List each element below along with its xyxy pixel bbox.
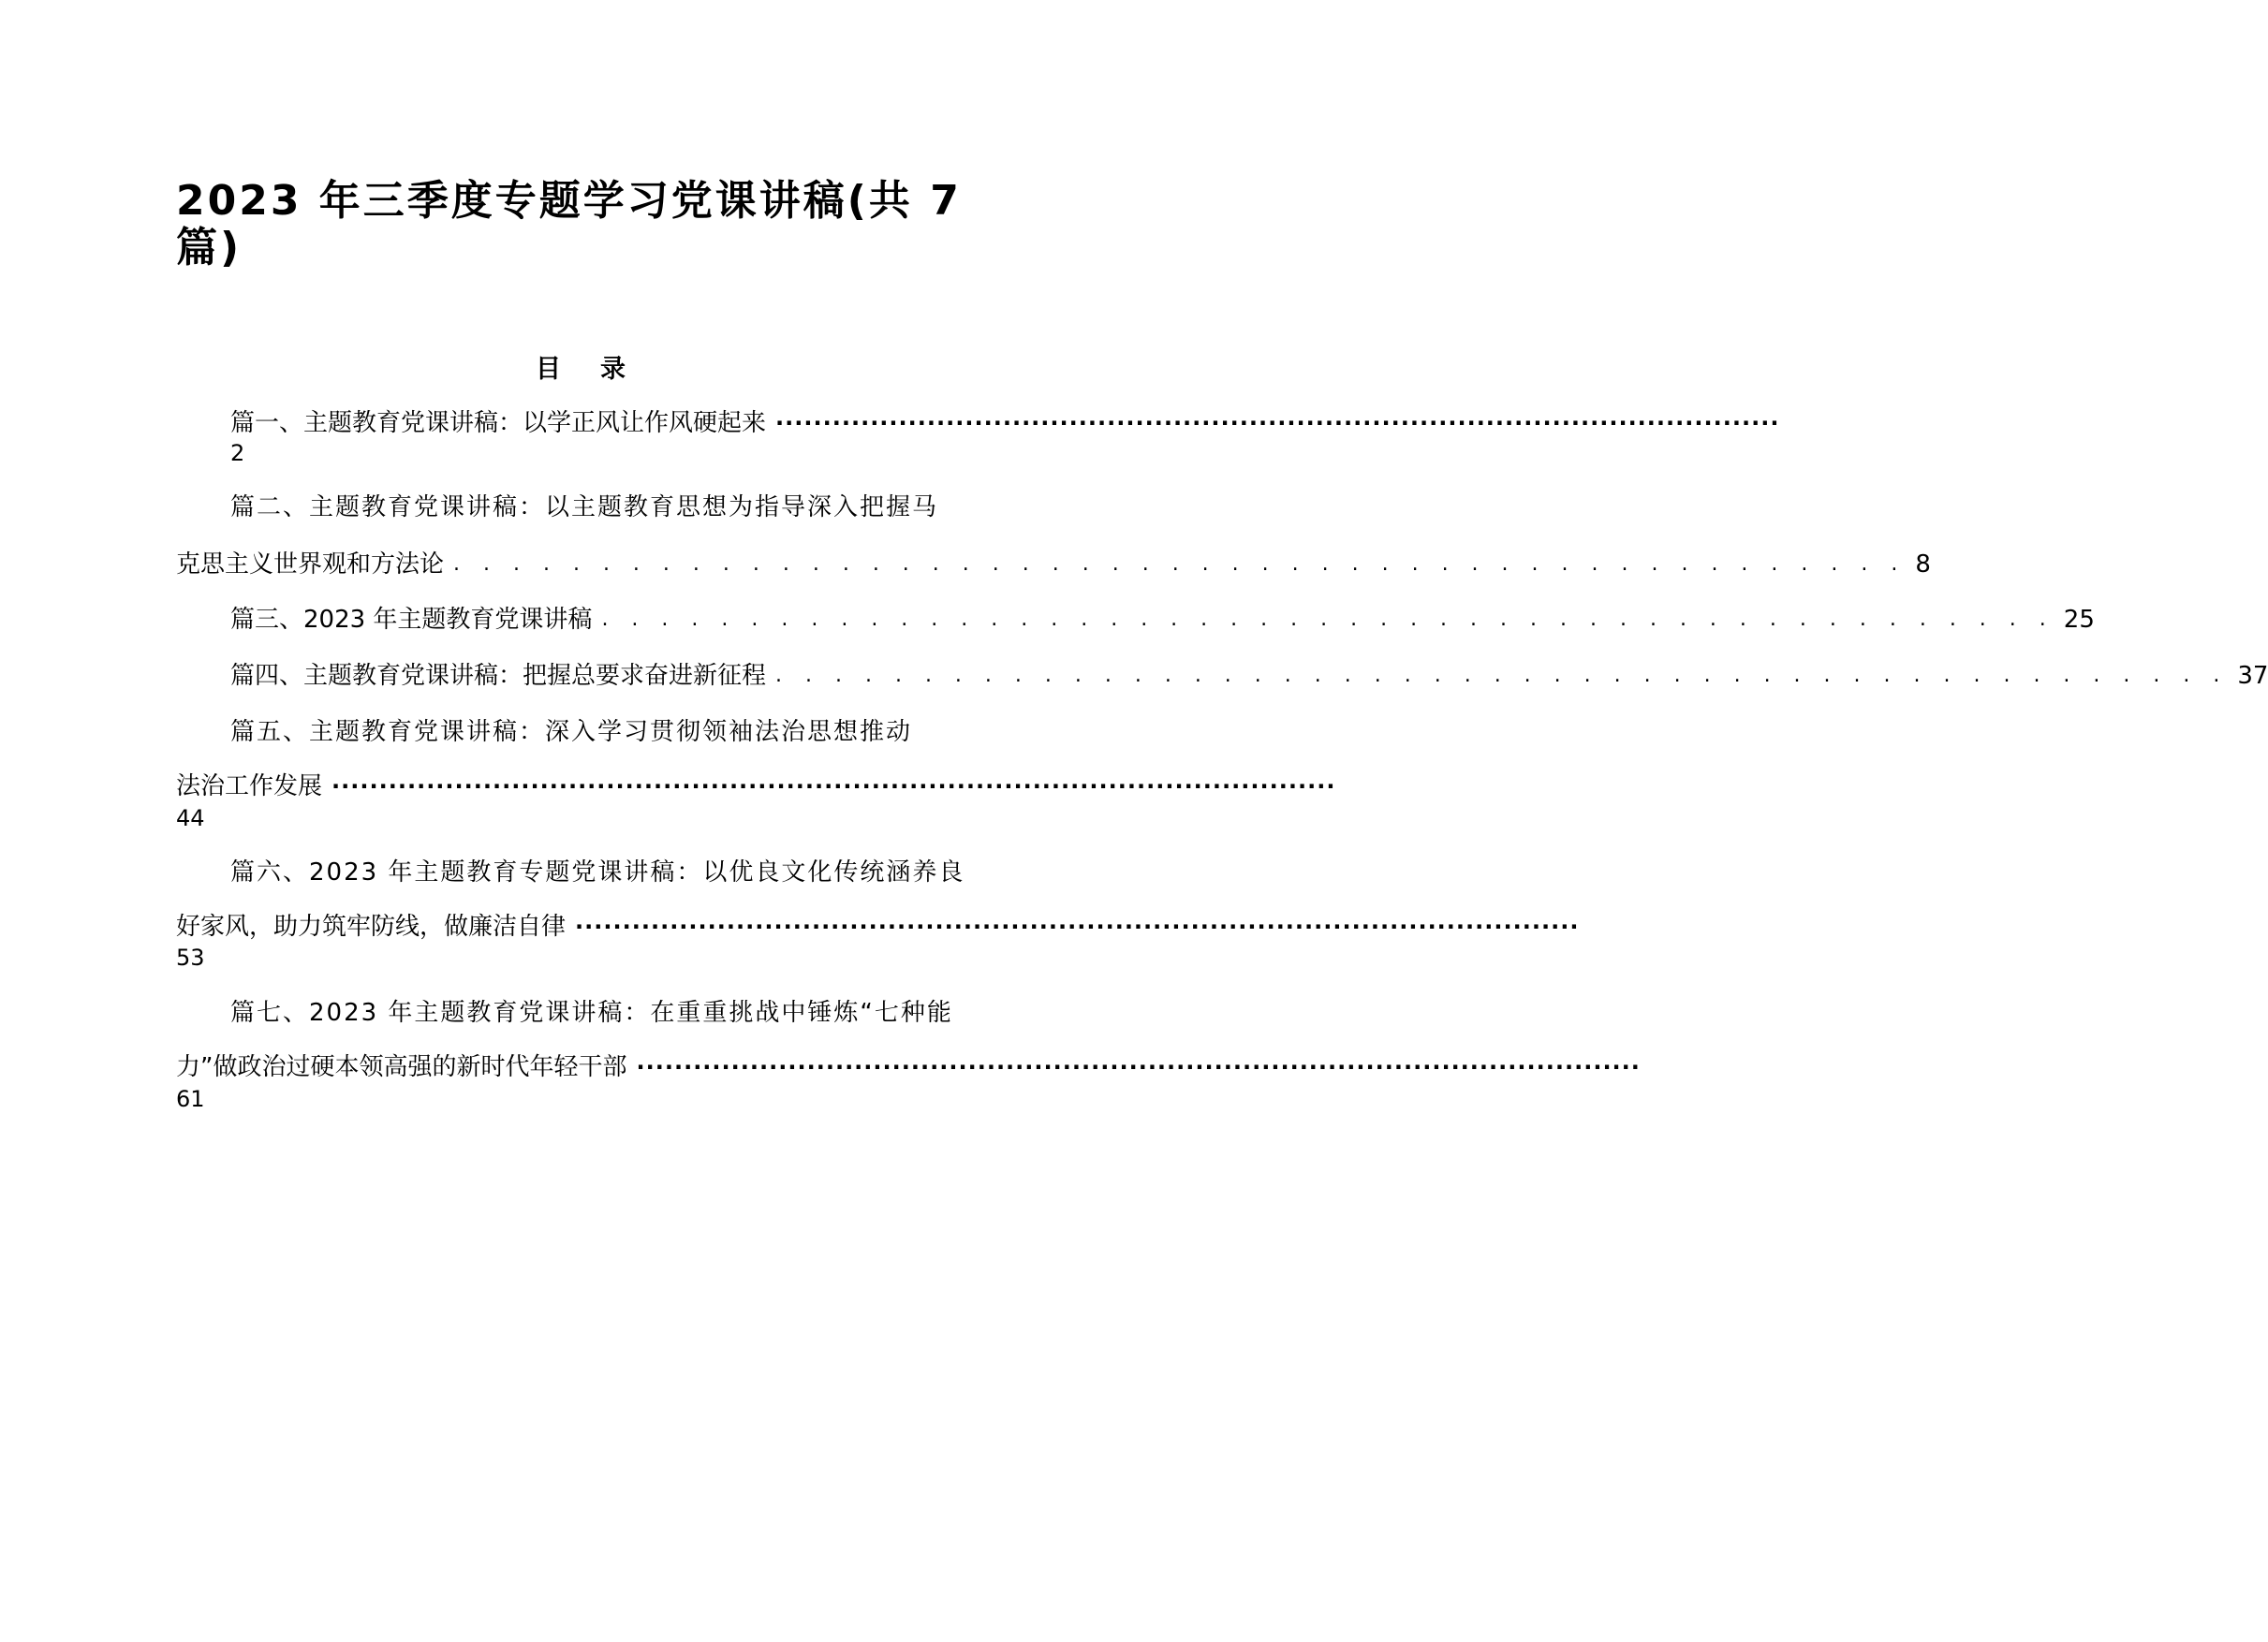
toc-entry-3[interactable] [230,605,2095,635]
toc-leader-dots: . . . . . . . . . . . . . . . . . . . . . . . . . . . . . . . . . . . . . . . . . . . . . . . . . [601,608,2054,631]
toc-entry-title: 篇四、主题教育党课讲稿：把握总要求奋进新征程 [230,662,767,690]
toc-leader-dots: ·········································································································· [636,1054,1641,1080]
toc-leader-dots: ·········································································································· [775,410,1780,436]
toc-entry-6-page-number: 53 [176,945,205,971]
toc-entry-7-page-number: 61 [176,1086,205,1112]
toc-entry-title: 好家风，助力筑牢防线，做廉洁自律 [176,913,567,941]
document-title-line-1: 2023 年三季度专题学习党课讲稿(共 7 [176,177,962,225]
toc-entry-2[interactable] [176,550,1931,579]
document-title-line-2: 篇) [176,224,243,271]
toc-entry-4[interactable] [230,661,2268,691]
toc-entry-6-line-1[interactable]: 篇六、2023 年主题教育专题党课讲稿：以优良文化传统涵养良 [230,858,965,887]
toc-entry-1[interactable] [230,408,1780,438]
toc-entry-title: 法治工作发展 [176,772,323,800]
toc-entry-page-number: 8 [1915,550,1931,579]
toc-entry-5[interactable] [176,771,1336,801]
toc-leader-dots: ·········································································································· [575,914,1580,940]
toc-entry-7[interactable] [176,1052,1641,1082]
toc-entry-title: 篇一、主题教育党课讲稿：以学正风让作风硬起来 [230,409,767,437]
toc-entry-5-line-1[interactable]: 篇五、主题教育党课讲稿：深入学习贯彻领袖法治思想推动 [230,718,913,746]
toc-leader-dots: . . . . . . . . . . . . . . . . . . . . . . . . . . . . . . . . . . . . . . . . . . . . . . . . . [775,664,2229,687]
toc-entry-2-line-1[interactable]: 篇二、主题教育党课讲稿：以主题教育思想为指导深入把握马 [230,493,939,521]
toc-heading: 目录 [536,355,665,384]
toc-entry-title: 克思主义世界观和方法论 [176,550,445,579]
toc-leader-dots: . . . . . . . . . . . . . . . . . . . . . . . . . . . . . . . . . . . . . . . . . . . . . . . . . [453,552,1907,576]
toc-entry-page-number: 37 [2237,662,2268,690]
toc-entry-6[interactable] [176,912,1580,942]
toc-entry-title: 篇三、2023 年主题教育党课讲稿 [230,606,593,634]
toc-entry-page-number: 25 [2063,606,2095,634]
toc-entry-title: 力”做政治过硬本领高强的新时代年轻干部 [176,1053,627,1081]
toc-leader-dots: ·········································································································· [331,773,1336,799]
toc-entry-5-page-number: 44 [176,805,205,831]
toc-entry-7-line-1[interactable]: 篇七、2023 年主题教育党课讲稿：在重重挑战中锤炼“七种能 [230,999,953,1027]
document-title [176,178,981,271]
toc-entry-1-page-number: 2 [230,440,245,466]
